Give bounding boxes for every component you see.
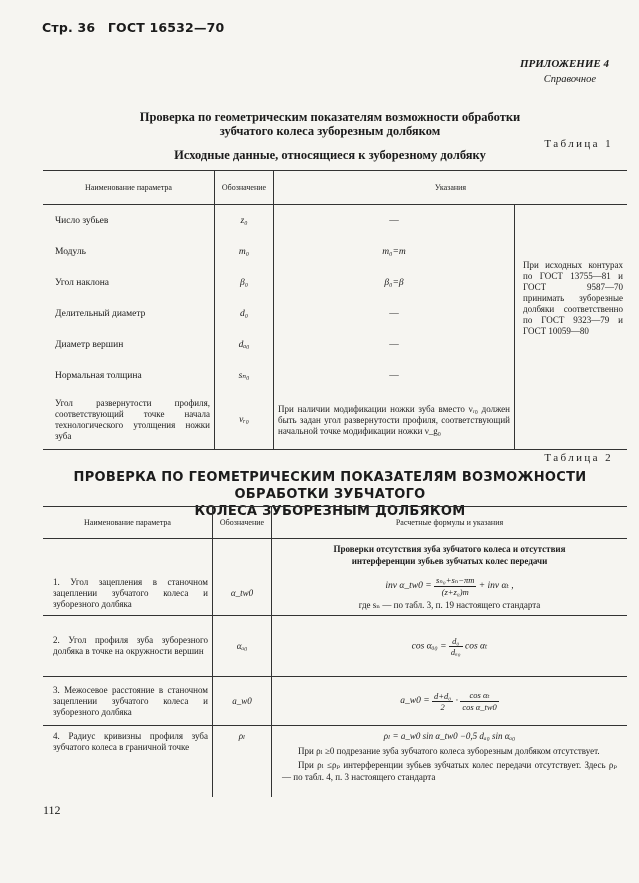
page-number: 112	[43, 803, 61, 817]
row-symbol: αₐ₀	[213, 616, 272, 677]
table2-header-row	[43, 507, 627, 539]
title1-line1: Проверка по геометрическим показателям возможности обработки	[139, 110, 521, 124]
numerator-2: cos αₜ	[460, 690, 498, 702]
row-name: 1. Угол зацепления в станочном зацеплении зубчатого колеса и зуборезного долбяка	[43, 571, 213, 616]
table1-header-note: Указания	[274, 171, 628, 205]
table1-number: Таблица 1	[544, 138, 613, 150]
numerator: sₙ₀+sₙ−πm	[436, 575, 475, 585]
section-line2: интерференции зубьев зубчатых колес передачи	[351, 556, 548, 566]
fraction-2	[460, 690, 498, 712]
table1-subtitle: Исходные данные, относящиеся к зуборезному долбяку	[174, 148, 486, 162]
table2-number: Таблица 2	[544, 452, 613, 464]
row-symbol: α_tw0	[213, 571, 272, 616]
row-symbol: m₀	[215, 236, 274, 267]
side-note: При исходных контурах по ГОСТ 13755—81 и ГОСТ 9587—70 принимать зуборезные долбяки соответственно по ГОСТ 9323—79 и ГОСТ 10059—80	[523, 259, 623, 336]
table-row	[43, 205, 627, 237]
row-formula	[272, 571, 628, 616]
numerator: d+d₀	[433, 690, 452, 701]
formula	[282, 690, 617, 712]
row-symbol: dₐ₀	[215, 329, 274, 360]
fraction	[449, 636, 463, 657]
section-title-1	[60, 110, 600, 138]
table2-header-name: Наименование параметра	[43, 507, 213, 539]
table1-header-name: Наименование параметра	[43, 171, 215, 205]
row-note: —	[274, 205, 515, 237]
row-note: —	[274, 298, 515, 329]
formula-left: cos αₐ₀ =	[411, 641, 447, 652]
denominator: 2	[440, 701, 445, 712]
table1-header-row	[43, 171, 627, 205]
table-row	[43, 571, 627, 616]
formula: ρₗ = a_w0 sin α_tw0 −0,5 dₐ₀ sin αₐ₀	[383, 731, 516, 741]
row-symbol: d₀	[215, 298, 274, 329]
formula-dot: ·	[455, 696, 458, 707]
fraction	[434, 575, 476, 597]
table-row	[43, 616, 627, 677]
formula-note: где sₙ — по табл. 3, п. 19 настоящего стандарта	[358, 600, 541, 610]
formula-left: a_w0 =	[400, 696, 430, 707]
denominator-2: cos α_tw0	[462, 702, 497, 712]
formula-right: cos αₜ	[464, 641, 488, 652]
row-name: Угол наклона	[43, 267, 215, 298]
row-note: —	[274, 360, 515, 391]
numerator: d₀	[449, 636, 463, 647]
title1-line2: зубчатого колеса зуборезным долбяком	[219, 124, 441, 138]
table-1	[43, 170, 627, 450]
row-name: Диаметр вершин	[43, 329, 215, 360]
appendix-subtitle: Справочное	[543, 74, 596, 85]
row-note: β₀=β	[274, 267, 515, 298]
row-name: Нормальная толщина	[43, 360, 215, 391]
row-name: Угол развернутости профиля, соответствующий точке начала технологического утолщения ножки зуба	[43, 391, 215, 450]
section-heading	[272, 539, 628, 572]
row-symbol: ρₗ	[213, 726, 272, 798]
row-name: Делительный диаметр	[43, 298, 215, 329]
table1-header-sym: Обозначение	[215, 171, 274, 205]
row-formula	[272, 616, 628, 677]
table2-title-line1: ПРОВЕРКА ПО ГЕОМЕТРИЧЕСКИМ ПОКАЗАТЕЛЯМ ВОЗМОЖНОСТИ ОБРАБОТКИ ЗУБЧАТОГО	[73, 470, 587, 502]
row-symbol: z₀	[215, 205, 274, 237]
section-line1: Проверки отсутствия зуба зубчатого колеса и отсутствия	[333, 544, 566, 554]
formula-note-2: При ρₗ ≤ρₚ интерференции зубьев зубчатых колес передачи отсутствует. Здесь ρₚ — по табл. 4, п. 3 настоящего стандарта	[282, 760, 617, 782]
row-note: При наличии модификации ножки зуба вместо νᵣ₀ должен быть задан угол развернутости профиля, соответствующий начальной точке модификации ножки ν_g₀	[274, 391, 515, 450]
table-row	[43, 677, 627, 726]
table2-title-line2: КОЛЕСА ЗУБОРЕЗНЫМ ДОЛБЯКОМ	[194, 504, 466, 519]
appendix-title: ПРИЛОЖЕНИЕ 4	[519, 58, 609, 70]
row-symbol: νᵣ₀	[215, 391, 274, 450]
row-name: 2. Угол профиля зуба зуборезного долбяка в точке на окружности вершин	[43, 616, 213, 677]
row-name: Число зубьев	[43, 205, 215, 237]
table2-header-formula: Расчетные формулы и указания	[272, 507, 628, 539]
table-row	[43, 726, 627, 798]
page-header	[42, 20, 224, 35]
row-formula	[272, 677, 628, 726]
denominator: dₐ₀	[450, 646, 461, 657]
formula-right: + inv αₜ ,	[478, 581, 514, 592]
row-note: m₀=m	[274, 236, 515, 267]
page-label: Стр. 36	[42, 20, 96, 35]
row-name: Модуль	[43, 236, 215, 267]
row-symbol: sₙ₀	[215, 360, 274, 391]
row-symbol: a_w0	[213, 677, 272, 726]
table-2	[43, 506, 627, 797]
row-formula	[272, 726, 628, 798]
formula-left: inv α_tw0 =	[385, 581, 432, 592]
row-name: 3. Межосевое расстояние в станочном зацеплении зубчатого колеса и зуборезного долбяка	[43, 677, 213, 726]
table2-section-row	[43, 539, 627, 572]
row-symbol: β₀	[215, 267, 274, 298]
formula	[282, 575, 617, 597]
formula-note-1: При ρₗ ≥0 подрезание зуба зубчатого колеса зуборезным долбяком отсутствует.	[298, 746, 600, 756]
fraction	[432, 691, 453, 712]
denominator: (z+z₀)m	[441, 587, 469, 597]
table-row	[43, 391, 627, 450]
formula	[282, 636, 617, 657]
table2-header-sym: Обозначение	[213, 507, 272, 539]
row-note: —	[274, 329, 515, 360]
row-name: 4. Радиус кривизны профиля зуба зубчатого колеса в граничной точке	[43, 726, 213, 798]
gost-label: ГОСТ 16532—70	[107, 20, 225, 35]
